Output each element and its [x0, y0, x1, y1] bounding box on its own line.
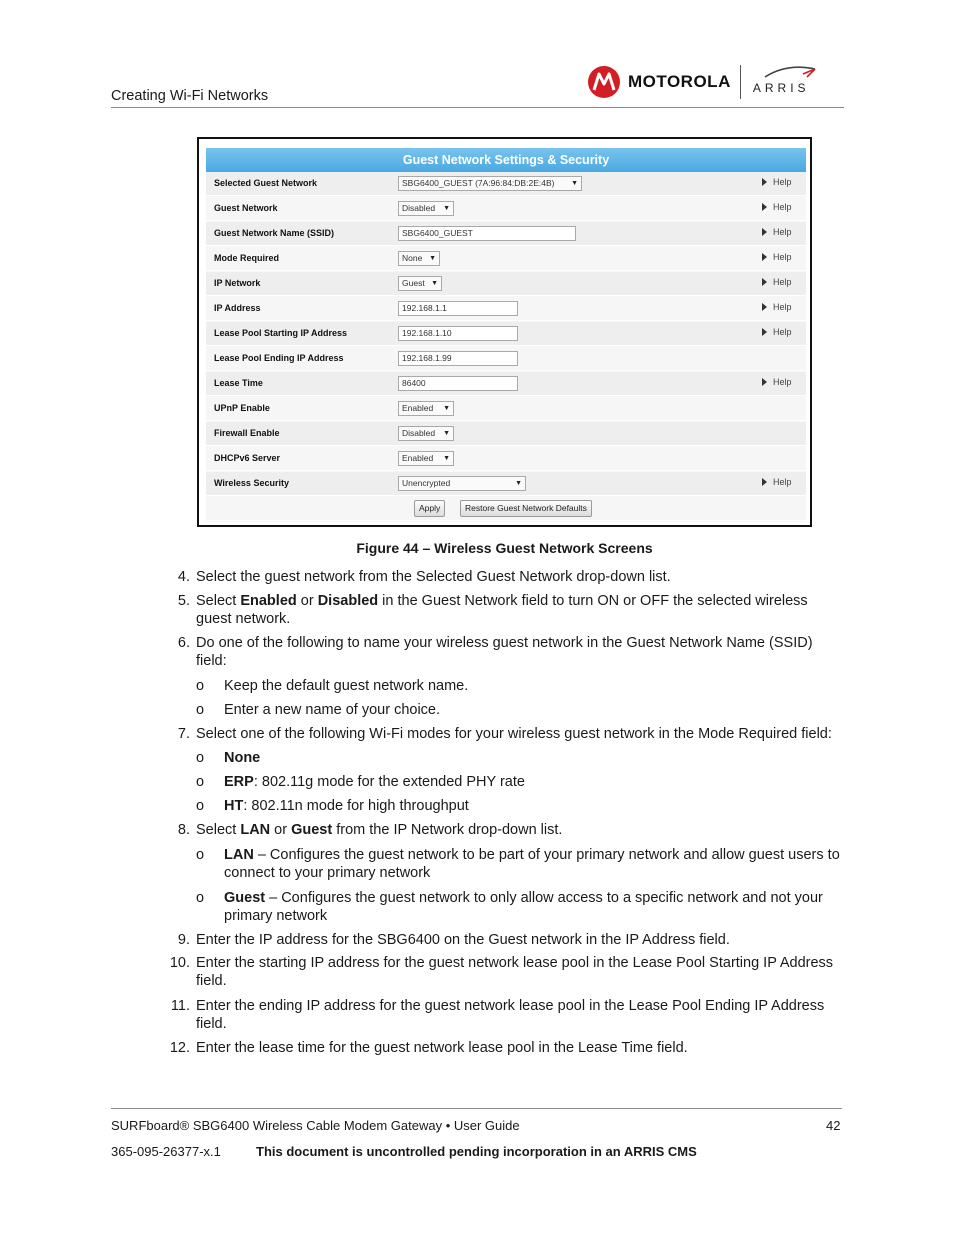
field-label: Selected Guest Network [214, 178, 318, 188]
lease-pool-start-input[interactable]: 192.168.1.10 [398, 326, 518, 341]
row-lease-pool-start [206, 322, 806, 346]
play-triangle-icon [762, 228, 767, 236]
document-number: 365-095-26377-x.1 [111, 1144, 221, 1159]
bullet-icon: o [196, 678, 205, 694]
ssid-input[interactable]: SBG6400_GUEST [398, 226, 576, 241]
dropdown-arrow-icon: ▼ [443, 205, 450, 212]
dropdown-arrow-icon: ▼ [443, 430, 450, 437]
step-number: 11. [170, 998, 190, 1014]
upnp-enable-select[interactable]: Enabled ▼ [398, 401, 454, 416]
play-triangle-icon [762, 178, 767, 186]
ip-network-select[interactable]: Guest ▼ [398, 276, 442, 291]
lease-pool-end-input[interactable]: 192.168.1.99 [398, 351, 518, 366]
motorola-wordmark: MOTOROLA [628, 72, 731, 91]
play-triangle-icon [762, 378, 767, 386]
footer-rule [111, 1108, 842, 1109]
field-label: Wireless Security [214, 478, 289, 488]
bullet-icon: o [196, 750, 205, 766]
firewall-enable-select[interactable]: Disabled ▼ [398, 426, 454, 441]
step-text: Select the guest network from the Selected Guest Network drop-down list. [196, 569, 671, 585]
step-number: 8. [177, 822, 190, 838]
field-label: Guest Network [214, 203, 278, 213]
play-triangle-icon [762, 203, 767, 211]
selected-guest-network-select[interactable]: SBG6400_GUEST (7A:96:84:DB:2E:4B) ▼ [398, 176, 582, 191]
field-label: IP Network [214, 278, 261, 288]
dropdown-arrow-icon: ▼ [571, 180, 578, 187]
bullet-icon: o [196, 702, 205, 718]
row-lease-time [206, 372, 806, 396]
help-link[interactable]: Help [762, 302, 792, 312]
page-number: 42 [826, 1118, 841, 1133]
field-label: UPnP Enable [214, 403, 270, 413]
dhcpv6-server-select[interactable]: Enabled ▼ [398, 451, 454, 466]
step-text: Select LAN or Guest from the IP Network drop-down list. [196, 822, 563, 838]
step-text: Enter the ending IP address for the guest network lease pool in the Lease Pool Ending IP Address field. [196, 998, 825, 1032]
dropdown-arrow-icon: ▼ [443, 405, 450, 412]
row-ip-address [206, 297, 806, 321]
bullet-icon: o [196, 847, 205, 863]
brand-logo [588, 64, 817, 100]
step-number: 10. [169, 955, 190, 971]
help-link[interactable]: Help [762, 202, 792, 212]
dropdown-arrow-icon: ▼ [431, 280, 438, 287]
guest-network-settings-panel [206, 148, 806, 522]
row-upnp-enable [206, 397, 806, 421]
help-link[interactable]: Help [762, 227, 792, 237]
step-text: Enter the IP address for the SBG6400 on the Guest network in the IP Address field. [196, 932, 730, 948]
row-firewall-enable [206, 422, 806, 446]
row-guest-network-name [206, 222, 806, 246]
panel-title: Guest Network Settings & Security [206, 148, 806, 172]
field-label: Guest Network Name (SSID) [214, 228, 335, 238]
step-text: Select one of the following Wi-Fi modes for your wireless guest network in the Mode Required field: [196, 726, 832, 742]
field-label: IP Address [214, 303, 261, 313]
help-link[interactable]: Help [762, 252, 792, 262]
step-text: Select Enabled or Disabled in the Guest Network field to turn ON or OFF the selected wireless guest network. [196, 593, 808, 627]
ip-address-input[interactable]: 192.168.1.1 [398, 301, 518, 316]
step-text: Enter the lease time for the guest network lease pool in the Lease Time field. [196, 1040, 688, 1056]
field-label: Lease Time [214, 378, 263, 388]
bullet-icon: o [196, 798, 205, 814]
dropdown-arrow-icon: ▼ [515, 480, 522, 487]
wireless-security-select[interactable]: Unencrypted ▼ [398, 476, 526, 491]
row-ip-network [206, 272, 806, 296]
bullet-icon: o [196, 890, 205, 906]
help-link[interactable]: Help [762, 327, 792, 337]
step-text: Do one of the following to name your wireless guest network in the Guest Network Name (SSID) field: [196, 635, 813, 669]
help-link[interactable]: Help [762, 177, 792, 187]
document-notice: This document is uncontrolled pending incorporation in an ARRIS CMS [256, 1144, 697, 1159]
lease-time-input[interactable]: 86400 [398, 376, 518, 391]
mode-required-select[interactable]: None ▼ [398, 251, 440, 266]
step-text: Enter the starting IP address for the guest network lease pool in the Lease Pool Starting IP Address field. [196, 955, 834, 989]
help-link[interactable]: Help [762, 377, 792, 387]
row-actions [206, 497, 806, 521]
field-label: Firewall Enable [214, 428, 280, 438]
field-label: Mode Required [214, 253, 280, 263]
row-selected-guest-network [206, 172, 806, 196]
arris-swoosh-icon [763, 65, 817, 79]
step-number: 7. [177, 726, 190, 742]
dropdown-arrow-icon: ▼ [429, 255, 436, 262]
guest-network-select[interactable]: Disabled ▼ [398, 201, 454, 216]
figure-screenshot [197, 137, 812, 527]
step-number: 12. [169, 1040, 190, 1056]
apply-button[interactable]: Apply [414, 500, 445, 517]
field-label: Lease Pool Starting IP Address [214, 328, 348, 338]
arris-wordmark: ARRIS [752, 81, 810, 95]
row-wireless-security [206, 472, 806, 496]
motorola-batwing-icon [588, 66, 620, 98]
footer-product-name: SURFboard® SBG6400 Wireless Cable Modem Gateway • User Guide [111, 1118, 520, 1133]
arris-logo [753, 65, 817, 99]
play-triangle-icon [762, 253, 767, 261]
step-number: 6. [177, 635, 190, 651]
step-number: 4. [177, 569, 190, 585]
header-rule [111, 107, 844, 108]
play-triangle-icon [762, 278, 767, 286]
bullet-icon: o [196, 774, 205, 790]
section-title: Creating Wi-Fi Networks [111, 88, 269, 104]
restore-defaults-button[interactable]: Restore Guest Network Defaults [460, 500, 592, 517]
row-mode-required [206, 247, 806, 271]
help-link[interactable]: Help [762, 277, 792, 287]
row-lease-pool-end [206, 347, 806, 371]
play-triangle-icon [762, 328, 767, 336]
step-number: 9. [177, 932, 190, 948]
logo-divider [740, 65, 741, 99]
figure-caption: Figure 44 – Wireless Guest Network Screens [356, 540, 653, 556]
field-label: DHCPv6 Server [214, 453, 281, 463]
step-number: 5. [177, 593, 190, 609]
row-guest-network [206, 197, 806, 221]
dropdown-arrow-icon: ▼ [443, 455, 450, 462]
play-triangle-icon [762, 303, 767, 311]
help-link[interactable]: Help [762, 477, 792, 487]
play-triangle-icon [762, 478, 767, 486]
row-dhcpv6-server [206, 447, 806, 471]
field-label: Lease Pool Ending IP Address [214, 353, 344, 363]
